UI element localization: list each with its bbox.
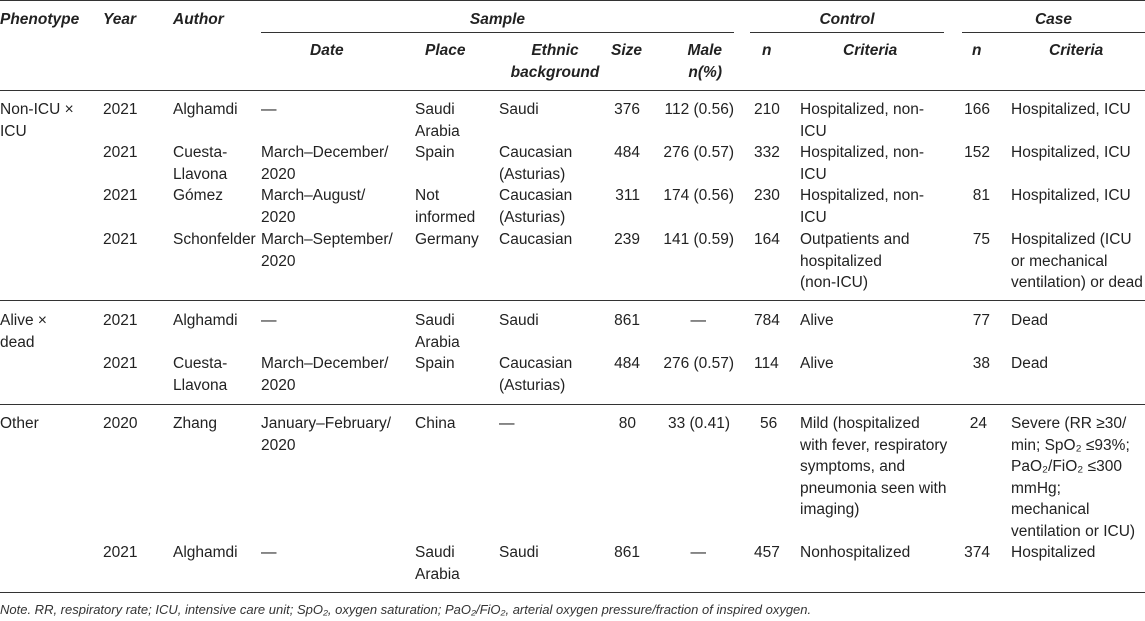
cell-case-criteria: Dead [1011, 355, 1049, 372]
case-group-underline [962, 32, 1145, 33]
header-male [660, 40, 722, 83]
header-case-criteria: Criteria [1049, 42, 1104, 59]
group-rule-1 [0, 300, 1145, 301]
cell-case-n: 24 [969, 415, 987, 432]
cell-ethnic: Caucasian (Asturias) [499, 187, 573, 226]
cell-ethnic: Saudi [499, 544, 539, 561]
cell-phenotype: Alive × dead [0, 312, 47, 351]
cell-date: March–August/ 2020 [261, 187, 366, 226]
cell-control-criteria: Mild (hospitalized with fever, respiratory symptoms, and pneumonia seen with imaging) [800, 415, 948, 518]
cell-control-n: 457 [754, 544, 780, 561]
header-ethnic-line2: background [510, 63, 600, 81]
cell-year: 2021 [103, 101, 138, 118]
header-ethnic [500, 40, 610, 83]
cell-case-criteria: Hospitalized, ICU [1011, 101, 1131, 118]
cell-case-criteria: Hospitalized (ICU or mechanical ventilation) or dead [1011, 231, 1143, 291]
cell-male: 276 (0.57) [663, 144, 734, 161]
header-place: Place [425, 42, 466, 59]
cell-male: 112 (0.56) [664, 101, 734, 118]
cell-control-criteria: Hospitalized, non-ICU [800, 187, 925, 226]
header-control-criteria: Criteria [843, 42, 898, 59]
cell-author: Alghamdi [173, 312, 238, 329]
cell-date: — [261, 544, 277, 561]
cell-ethnic: Caucasian (Asturias) [499, 144, 573, 183]
cell-ethnic: Saudi [499, 101, 539, 118]
cell-male: — [690, 544, 706, 561]
header-sample: Sample [469, 11, 526, 28]
cell-date: — [261, 101, 277, 118]
cell-place: Saudi Arabia [415, 312, 460, 351]
cell-case-n: 374 [964, 544, 990, 561]
cell-control-n: 784 [754, 312, 780, 329]
cell-case-n: 152 [964, 144, 990, 161]
cell-male: — [690, 312, 706, 329]
cell-case-criteria: Hospitalized [1011, 544, 1096, 561]
cell-date: March–September/ 2020 [261, 231, 393, 270]
table-note: Note. RR, respiratory rate; ICU, intensive care unit; SpO₂, oxygen saturation; PaO₂/FiO₂, arterial oxygen pressure/fraction of inspired oxygen. [0, 602, 812, 617]
cell-case-criteria: Hospitalized, ICU [1011, 187, 1131, 204]
cell-year: 2021 [103, 231, 138, 248]
cell-control-criteria: Hospitalized, non-ICU [800, 101, 925, 140]
cell-control-n: 56 [760, 415, 778, 432]
cell-author: Zhang [173, 415, 217, 432]
header-ethnic-line1: Ethnic [531, 42, 579, 59]
cell-place: Germany [415, 231, 479, 248]
bottom-rule [0, 592, 1145, 593]
cell-place: Spain [415, 144, 455, 161]
header-author: Author [173, 11, 224, 28]
cell-control-n: 114 [754, 355, 779, 372]
cell-male: 141 (0.59) [663, 231, 734, 248]
cell-place: China [415, 415, 456, 432]
cell-place: Spain [415, 355, 455, 372]
cell-year: 2021 [103, 355, 138, 372]
cell-year: 2021 [103, 544, 138, 561]
header-year: Year [103, 11, 137, 28]
cell-author: Alghamdi [173, 101, 238, 118]
cell-year: 2020 [103, 415, 138, 432]
header-size: Size [611, 42, 643, 59]
cell-author: Cuesta-Llavona [173, 144, 228, 183]
header-rule [0, 90, 1145, 91]
cell-author: Alghamdi [173, 544, 238, 561]
cell-case-criteria: Severe (RR ≥30/ min; SpO₂ ≤93%; PaO₂/FiO₂ ≤300 mmHg; mechanical ventilation or ICU) [1011, 415, 1136, 540]
cell-ethnic: — [499, 415, 515, 432]
cell-size: 311 [615, 187, 640, 204]
cell-case-criteria: Dead [1011, 312, 1049, 329]
cell-place: Saudi Arabia [415, 101, 460, 140]
cell-size: 484 [614, 144, 640, 161]
cell-year: 2021 [103, 144, 138, 161]
header-control: Control [819, 11, 875, 28]
cell-date: March–December/ 2020 [261, 355, 389, 394]
cell-control-criteria: Outpatients and hospitalized (non-ICU) [800, 231, 910, 291]
cell-control-criteria: Alive [800, 355, 834, 372]
cell-phenotype: Other [0, 415, 39, 432]
cell-date: March–December/ 2020 [261, 144, 389, 183]
cell-case-n: 81 [972, 187, 990, 204]
cell-size: 376 [614, 101, 640, 118]
cell-author: Cuesta-Llavona [173, 355, 228, 394]
cell-case-n: 77 [972, 312, 990, 329]
top-rule [0, 0, 1145, 1]
cell-male: 33 (0.41) [667, 415, 730, 432]
header-case: Case [1034, 11, 1073, 28]
cell-author: Schonfelder [173, 231, 256, 248]
header-control-n: n [762, 42, 772, 59]
cell-size: 861 [614, 312, 640, 329]
cell-place: Not informed [415, 187, 476, 226]
cell-year: 2021 [103, 312, 138, 329]
cell-author: Gómez [173, 187, 223, 204]
cell-size: 80 [618, 415, 636, 432]
cell-control-criteria: Nonhospitalized [800, 544, 911, 561]
header-male-line1: Male [687, 42, 722, 59]
cell-year: 2021 [103, 187, 138, 204]
cell-size: 861 [614, 544, 640, 561]
cell-control-n: 230 [754, 187, 780, 204]
cell-male: 276 (0.57) [663, 355, 734, 372]
cell-date: January–February/ 2020 [261, 415, 392, 454]
cell-size: 484 [614, 355, 640, 372]
cell-ethnic: Saudi [499, 312, 539, 329]
cell-date: — [261, 312, 277, 329]
cell-case-n: 38 [972, 355, 990, 372]
cell-size: 239 [614, 231, 640, 248]
cell-case-n: 166 [964, 101, 990, 118]
cell-case-n: 75 [972, 231, 990, 248]
cell-phenotype: Non-ICU × ICU [0, 101, 74, 140]
cell-place: Saudi Arabia [415, 544, 460, 583]
cell-control-n: 332 [754, 144, 780, 161]
cell-ethnic: Caucasian (Asturias) [499, 355, 573, 394]
control-group-underline [750, 32, 944, 33]
cell-case-criteria: Hospitalized, ICU [1011, 144, 1131, 161]
cell-control-criteria: Alive [800, 312, 834, 329]
group-rule-2 [0, 404, 1145, 405]
cell-control-n: 164 [754, 231, 780, 248]
cell-control-criteria: Hospitalized, non-ICU [800, 144, 925, 183]
header-date: Date [310, 42, 344, 59]
header-case-n: n [972, 42, 982, 59]
cell-ethnic: Caucasian [499, 231, 573, 248]
header-phenotype: Phenotype [0, 11, 80, 28]
sample-group-underline [261, 32, 734, 33]
cell-control-n: 210 [754, 101, 780, 118]
cell-male: 174 (0.56) [663, 187, 734, 204]
header-male-line2: n(%) [688, 63, 722, 81]
